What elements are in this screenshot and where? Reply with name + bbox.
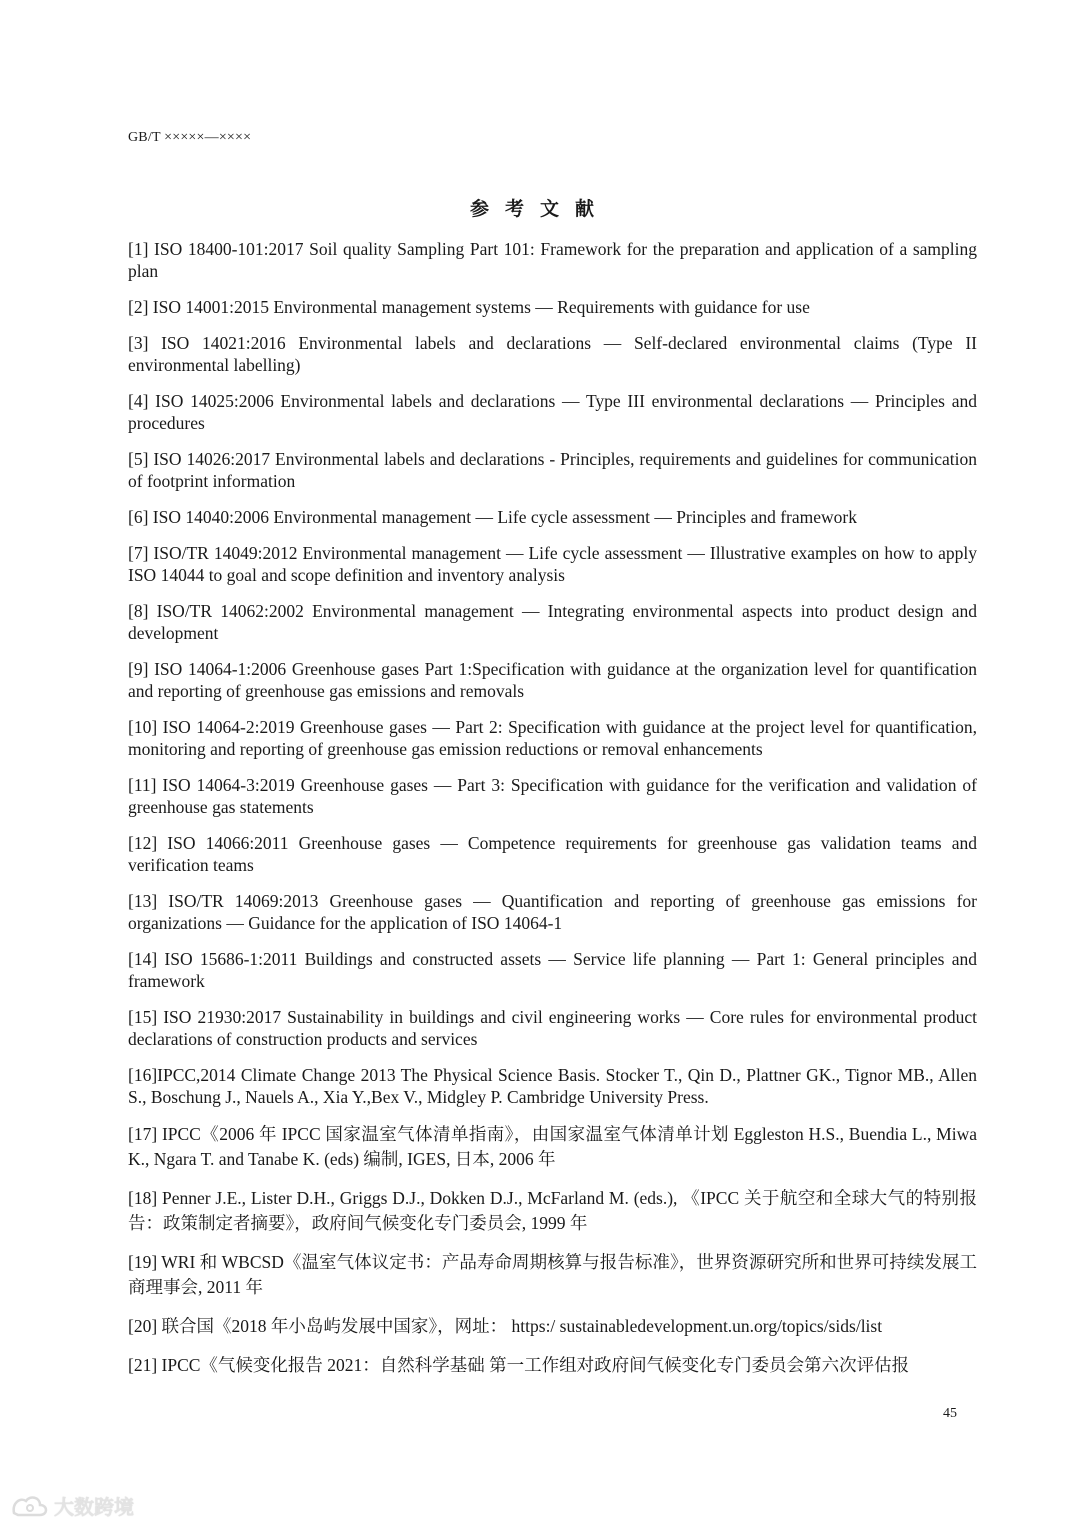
reference-item: [3] ISO 14021:2016 Environmental labels and declarations — Self-declared environmental claims (Type II environmental labelling) — [128, 333, 977, 375]
reference-item: [2] ISO 14001:2015 Environmental management systems — Requirements with guidance for use — [128, 297, 810, 317]
reference-item: [5] ISO 14026:2017 Environmental labels and declarations - Principles, requirements and guidelines for communication of footprint information — [128, 449, 977, 491]
reference-item: [4] ISO 14025:2006 Environmental labels and declarations — Type III environmental declarations — Principles and procedures — [128, 391, 977, 433]
reference-item: [6] ISO 14040:2006 Environmental management — Life cycle assessment — Principles and framework — [128, 507, 857, 527]
reference-item: [1] ISO 18400-101:2017 Soil quality Sampling Part 101: Framework for the preparation and application of a sampling plan — [128, 239, 977, 281]
reference-item: [21] IPCC《气候变化报告 2021：自然科学基础 第一工作组对政府间气候变化专门委员会第六次评估报 — [128, 1355, 910, 1375]
reference-item: [13] ISO/TR 14069:2013 Greenhouse gases — Quantification and reporting of greenhouse gas emissions for organizations — Guidance for the application of ISO 14064-1 — [128, 891, 977, 933]
reference-item: [10] ISO 14064-2:2019 Greenhouse gases — Part 2: Specification with guidance at the project level for quantification, monitoring and reporting of greenhouse gas emission reductions or removal enhancements — [128, 717, 977, 759]
reference-item: [16]IPCC,2014 Climate Change 2013 The Physical Science Basis. Stocker T., Qin D., Plattner GK., Tignor MB., Allen S., Boschung J., Nauels A., Xia Y.,Bex V., Midgley P. Cambridge University Press. — [128, 1065, 977, 1107]
reference-item: [20] 联合国《2018 年小岛屿发展中国家》，网址： https:/ sustainabledevelopment.un.org/topics/sids/list — [128, 1316, 883, 1336]
page-number: 45 — [943, 1406, 957, 1421]
reference-list — [128, 238, 977, 1392]
standard-code: GB/T ×××××—×××× — [128, 130, 252, 145]
reference-item: [9] ISO 14064-1:2006 Greenhouse gases Part 1:Specification with guidance at the organization level for quantification and reporting of greenhouse gas emissions and removals — [128, 659, 977, 701]
reference-item: [7] ISO/TR 14049:2012 Environmental management — Life cycle assessment — Illustrative examples on how to apply ISO 14044 to goal and scope definition and inventory analysis — [128, 543, 977, 585]
reference-item: [14] ISO 15686-1:2011 Buildings and constructed assets — Service life planning — Part 1: General principles and framework — [128, 949, 977, 991]
reference-item: [15] ISO 21930:2017 Sustainability in buildings and civil engineering works — Core rules for environmental product declarations of construction products and services — [128, 1007, 977, 1049]
reference-item: [8] ISO/TR 14062:2002 Environmental management — Integrating environmental aspects into product design and development — [128, 601, 977, 643]
reference-item: [18] Penner J.E., Lister D.H., Griggs D.J., Dokken D.J., McFarland M. (eds.), 《IPCC 关于航空和全球大气的特别报告：政策制定者摘要》，政府间气候变化专门委员会, 1999 年 — [128, 1188, 977, 1233]
reference-item: [17] IPCC《2006 年 IPCC 国家温室气体清单指南》，由国家温室气体清单计划 Eggleston H.S., Buendia L., Miwa K., Ngara T. and Tanabe K. (eds) 编制, IGES, 日本, 2006 年 — [128, 1124, 977, 1169]
watermark-logo-icon — [10, 1493, 50, 1519]
reference-item: [11] ISO 14064-3:2019 Greenhouse gases — Part 3: Specification with guidance for the verification and validation of greenhouse gas statements — [128, 775, 977, 817]
reference-item: [12] ISO 14066:2011 Greenhouse gases — Competence requirements for greenhouse gas validation teams and verification teams — [128, 833, 977, 875]
page-title: 参考文献 — [469, 199, 610, 220]
watermark — [10, 1491, 134, 1520]
watermark-text: 大数跨境 — [54, 1495, 134, 1519]
reference-item: [19] WRI 和 WBCSD《温室气体议定书：产品寿命周期核算与报告标准》，世界资源研究所和世界可持续发展工商理事会, 2011 年 — [128, 1252, 977, 1297]
